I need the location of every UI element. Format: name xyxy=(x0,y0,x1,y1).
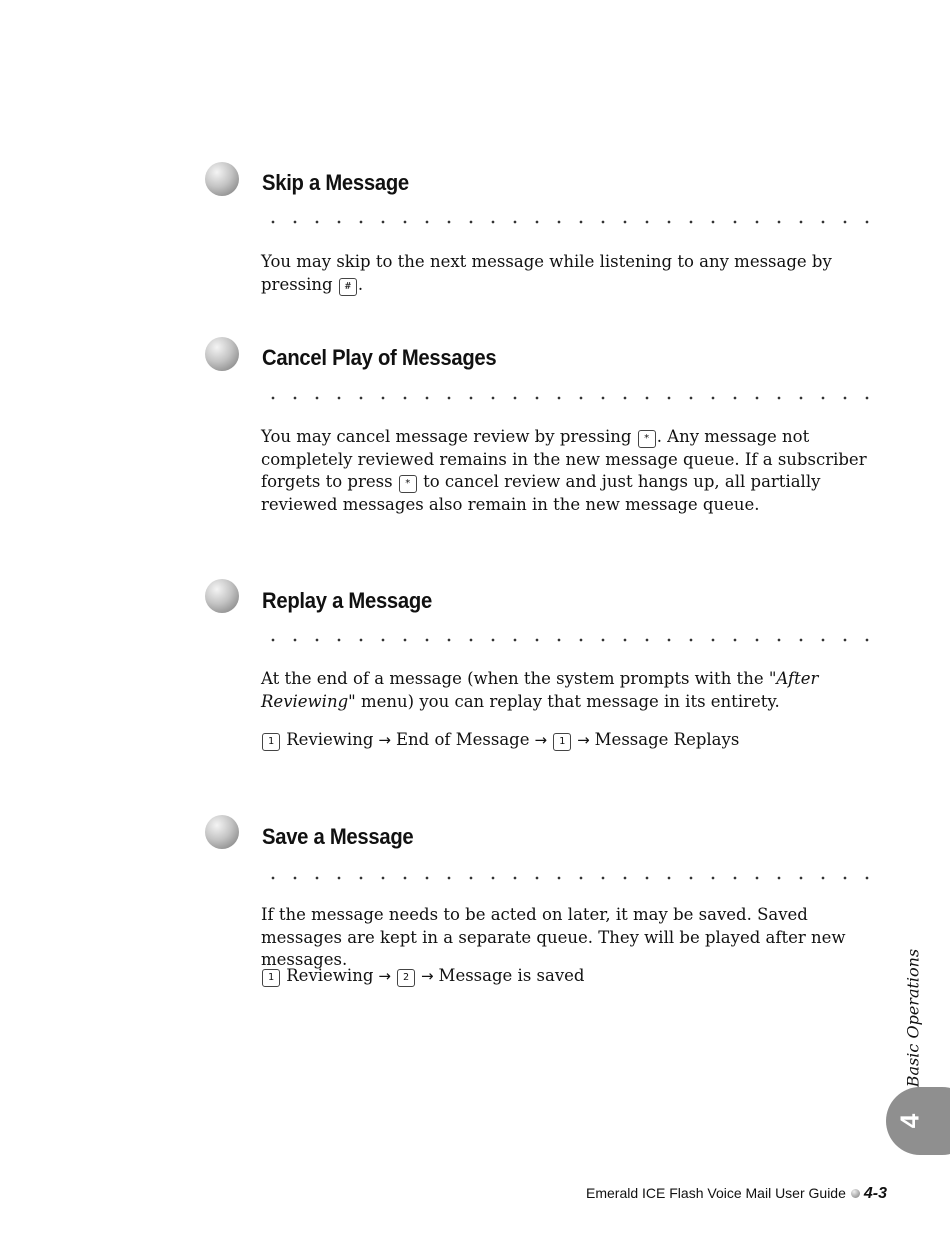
menu-name-italic: "After Reviewing" xyxy=(261,669,819,711)
sequence-step: Reviewing xyxy=(286,730,374,749)
section-bullet-icon xyxy=(205,579,239,613)
section-heading: Replay a Message xyxy=(262,588,432,613)
section-paragraph xyxy=(261,426,885,516)
key-sequence xyxy=(261,965,885,988)
right-arrow-icon: → xyxy=(378,967,391,985)
sequence-step: Message is saved xyxy=(438,966,585,985)
section-heading: Cancel Play of Messages xyxy=(262,345,497,370)
paragraph-text: At the end of a message (when the system prompts with the xyxy=(261,669,764,688)
section-paragraph: If the message needs to be acted on later, it may be saved. Saved messages are kept in a separate queue. They will be played after new messages. xyxy=(261,905,846,969)
paragraph-text: to cancel review and just hangs up, all partially reviewed messages also remain in the new message queue. xyxy=(261,472,821,514)
hash-key-icon: # xyxy=(339,278,357,296)
footer-title: Emerald ICE Flash Voice Mail User Guide xyxy=(586,1185,846,1201)
dotted-divider xyxy=(262,220,880,224)
paragraph-text: You may skip to the next message while listening to any message by pressing xyxy=(261,252,832,294)
star-key-icon: * xyxy=(638,430,656,448)
digit-one-key-icon: 1 xyxy=(262,969,280,987)
paragraph-text: menu) you can replay that message in its entirety. xyxy=(360,691,780,711)
paragraph-text: You may cancel message review by pressing xyxy=(261,427,632,446)
right-arrow-icon: → xyxy=(378,731,391,749)
sequence-step: Reviewing xyxy=(286,966,374,985)
sequence-step: Message Replays xyxy=(594,730,740,749)
section-paragraph xyxy=(261,668,885,713)
right-arrow-icon: → xyxy=(577,731,590,749)
footer-bullet-icon xyxy=(851,1189,860,1198)
dotted-divider xyxy=(262,396,880,400)
section-heading: Skip a Message xyxy=(262,170,409,195)
section-paragraph xyxy=(261,251,885,296)
dotted-divider xyxy=(262,876,880,880)
digit-one-key-icon: 1 xyxy=(262,733,280,751)
digit-one-key-icon: 1 xyxy=(553,733,571,751)
section-heading: Save a Message xyxy=(262,824,414,849)
key-sequence xyxy=(261,729,885,752)
dotted-divider xyxy=(262,638,880,642)
chapter-side-label: Basic Operations xyxy=(903,948,923,1088)
sequence-step: End of Message xyxy=(395,730,530,749)
right-arrow-icon: → xyxy=(420,967,434,985)
chapter-number: 4 xyxy=(894,1113,925,1129)
section-bullet-icon xyxy=(205,162,239,196)
star-key-icon: * xyxy=(399,475,417,493)
right-arrow-icon: → xyxy=(534,731,548,749)
digit-two-key-icon: 2 xyxy=(397,969,415,987)
section-bullet-icon xyxy=(205,337,239,371)
page-footer xyxy=(586,1185,887,1203)
section-bullet-icon xyxy=(205,815,239,849)
paragraph-text: . xyxy=(357,274,364,294)
paragraph-text: . Any message not completely reviewed remains in the new message queue. If a subscriber forgets to press xyxy=(261,427,867,491)
page-number: 4-3 xyxy=(863,1185,887,1202)
